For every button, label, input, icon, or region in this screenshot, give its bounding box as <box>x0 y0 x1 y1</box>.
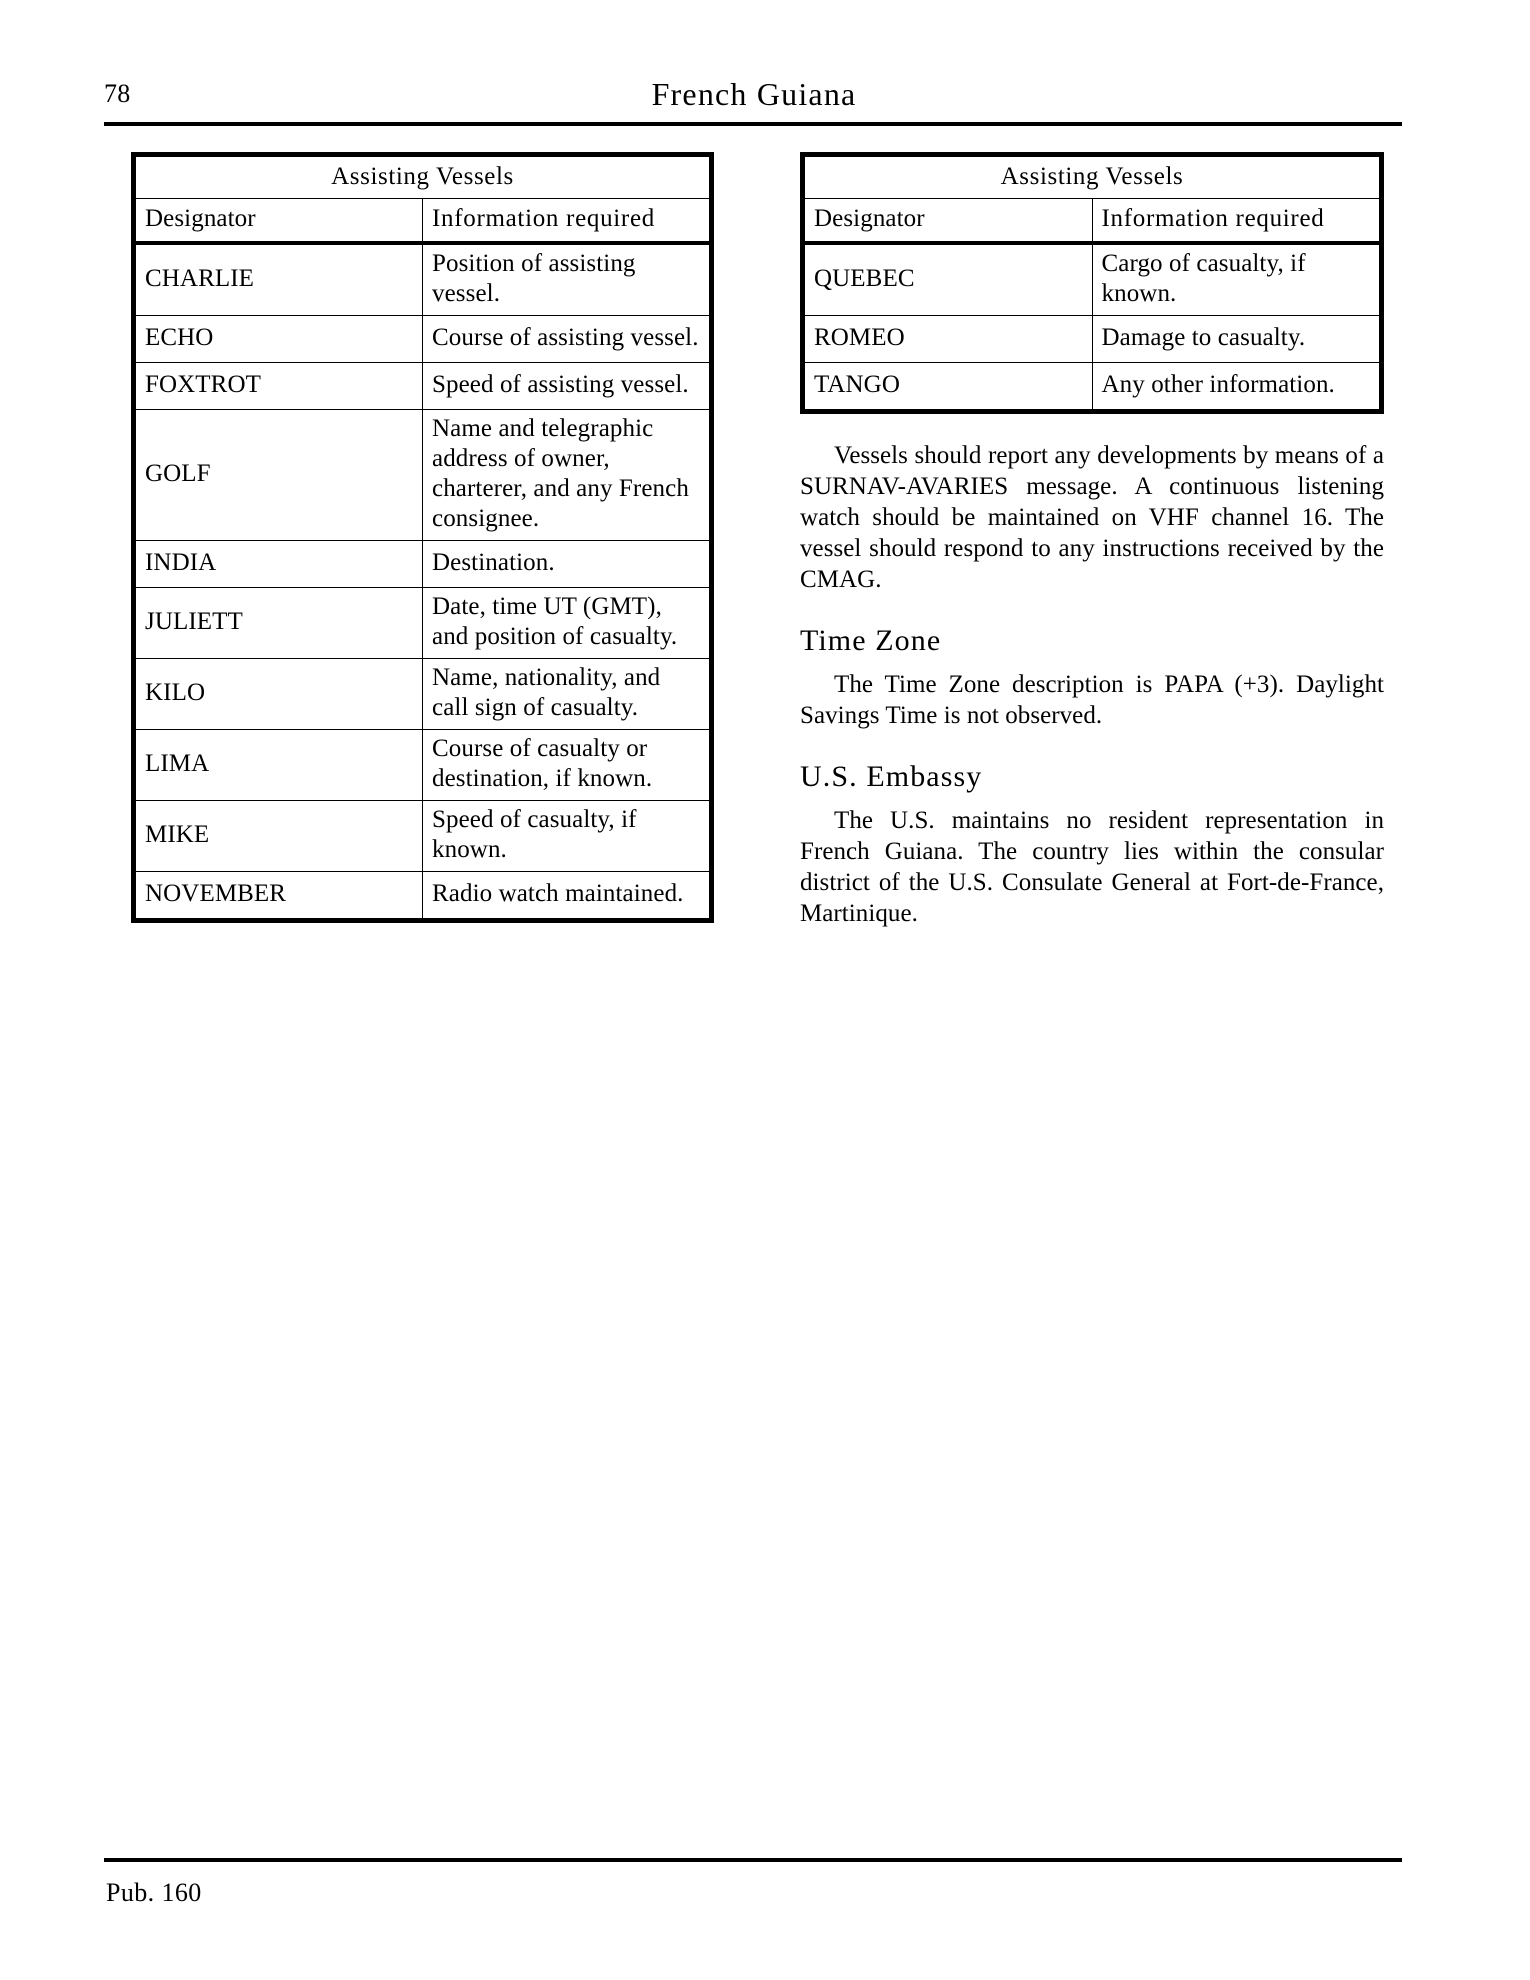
cell-designator: NOVEMBER <box>134 872 423 921</box>
table-row <box>134 588 712 659</box>
column-header-information: Information required <box>1092 199 1382 244</box>
column-header-designator: Designator <box>134 199 423 244</box>
table-caption-row <box>134 155 712 199</box>
column-header-designator: Designator <box>803 199 1093 244</box>
header-divider <box>104 122 1402 126</box>
cell-designator: ROMEO <box>803 316 1093 363</box>
vessels-report-paragraph: Vessels should report any developments by means of a SURNAV-AVARIES message. A continuous listening watch should be maintained on VHF channel 16. The vessel should respond to any instructions received by the CMAG. <box>800 442 1384 593</box>
cell-designator: MIKE <box>134 801 423 872</box>
cell-designator: CHARLIE <box>134 243 423 316</box>
table-row <box>803 243 1382 316</box>
table-row <box>134 541 712 588</box>
cell-information: Any other information. <box>1092 363 1382 412</box>
cell-information: Speed of assisting vessel. <box>423 363 712 410</box>
table-row <box>134 801 712 872</box>
page-title: French Guiana <box>651 76 857 112</box>
cell-designator: ECHO <box>134 316 423 363</box>
cell-information: Cargo of casualty, if known. <box>1092 243 1382 316</box>
table-caption-row <box>803 155 1382 199</box>
table-row <box>803 363 1382 412</box>
table-row <box>803 316 1382 363</box>
us-embassy-paragraph: The U.S. maintains no resident representation in French Guiana. The country lies within the consular district of the U.S. Consulate General at Fort-de-France, Martinique. <box>800 807 1384 927</box>
table-row <box>134 410 712 541</box>
cell-information: Course of casualty or destination, if known. <box>423 730 712 801</box>
cell-designator: LIMA <box>134 730 423 801</box>
time-zone-paragraph: The Time Zone description is PAPA (+3). Daylight Savings Time is not observed. <box>800 671 1384 729</box>
table-row <box>134 659 712 730</box>
table-row <box>134 243 712 316</box>
cell-information: Date, time UT (GMT), and position of casualty. <box>423 588 712 659</box>
cell-information: Course of assisting vessel. <box>423 316 712 363</box>
table-row <box>134 730 712 801</box>
assisting-vessels-table-left <box>131 152 714 923</box>
table-header-row <box>803 199 1382 244</box>
publication-label: Pub. 160 <box>106 1878 202 1907</box>
assisting-vessels-table-right <box>800 152 1384 414</box>
section-heading-time-zone: Time Zone <box>800 624 942 657</box>
cell-designator: KILO <box>134 659 423 730</box>
cell-information: Speed of casualty, if known. <box>423 801 712 872</box>
table-row <box>134 872 712 921</box>
left-column <box>131 152 714 923</box>
column-header-information: Information required <box>423 199 712 244</box>
table-caption: Assisting Vessels <box>134 155 712 199</box>
cell-designator: GOLF <box>134 410 423 541</box>
cell-designator: FOXTROT <box>134 363 423 410</box>
cell-information: Name, nationality, and call sign of casualty. <box>423 659 712 730</box>
cell-information: Destination. <box>423 541 712 588</box>
cell-designator: TANGO <box>803 363 1093 412</box>
table-caption: Assisting Vessels <box>803 155 1382 199</box>
table-row <box>134 363 712 410</box>
right-column <box>800 152 1384 929</box>
table-row <box>134 316 712 363</box>
page-number: 78 <box>104 79 131 108</box>
cell-information: Damage to casualty. <box>1092 316 1382 363</box>
table-header-row <box>134 199 712 244</box>
cell-information: Name and telegraphic address of owner, charterer, and any French consignee. <box>423 410 712 541</box>
cell-designator: JULIETT <box>134 588 423 659</box>
cell-designator: QUEBEC <box>803 243 1093 316</box>
cell-information: Position of assisting vessel. <box>423 243 712 316</box>
footer-divider <box>104 1858 1402 1862</box>
cell-information: Radio watch maintained. <box>423 872 712 921</box>
cell-designator: INDIA <box>134 541 423 588</box>
page-header <box>104 78 1404 118</box>
section-heading-us-embassy: U.S. Embassy <box>800 760 983 793</box>
